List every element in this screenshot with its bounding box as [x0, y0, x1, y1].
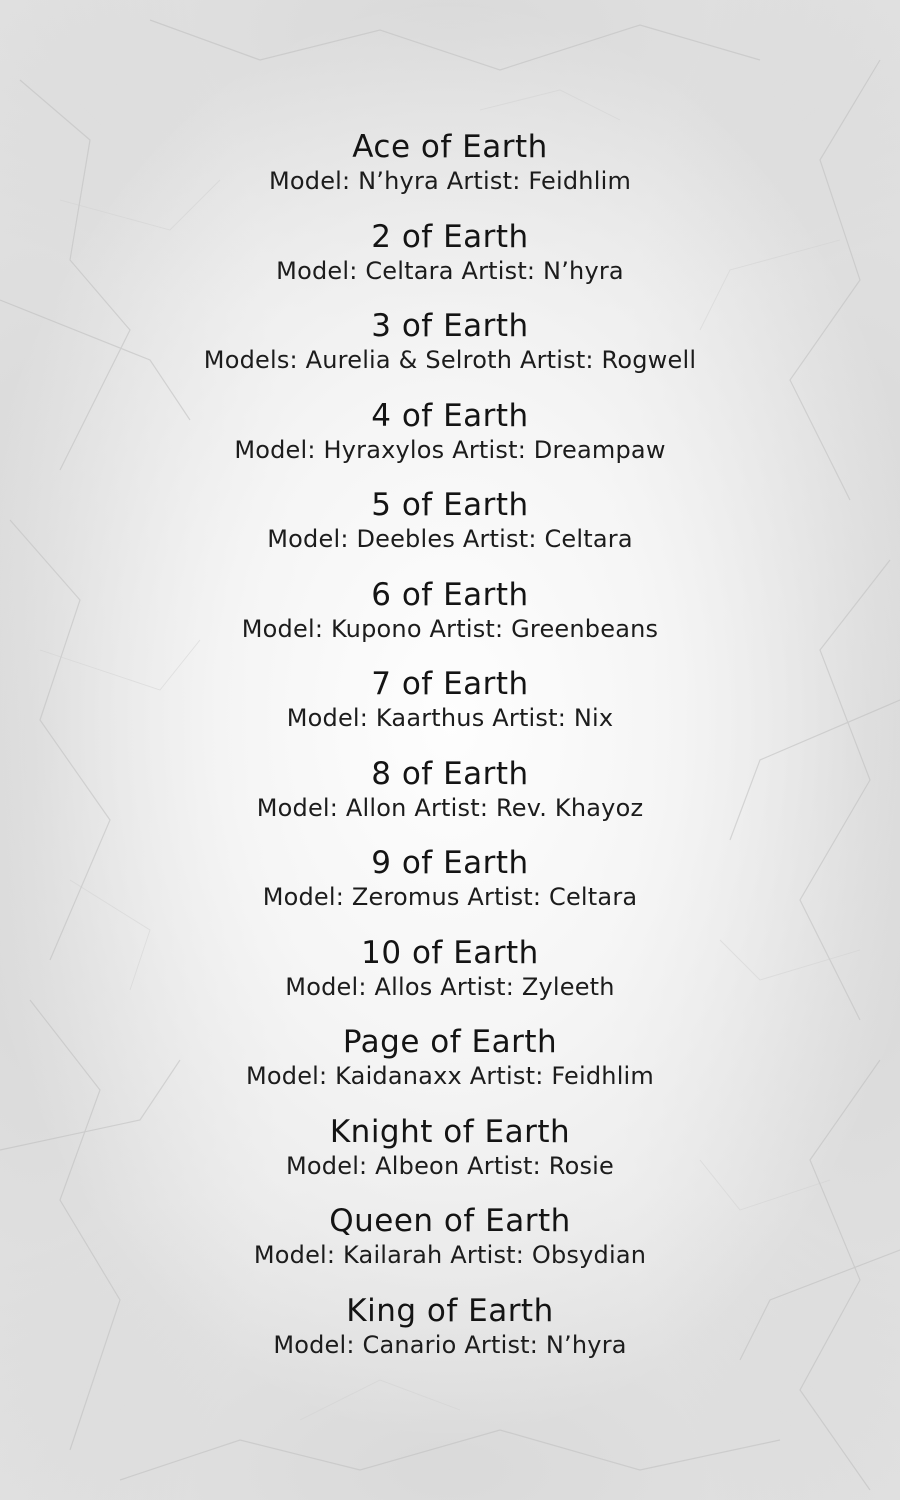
card-title: 2 of Earth — [371, 218, 529, 255]
card-credit: Models: Aurelia & Selroth Artist: Rogwell — [203, 346, 697, 374]
card-title: Knight of Earth — [329, 1113, 571, 1150]
credit-entry-knight — [0, 1113, 900, 1203]
card-title: 7 of Earth — [371, 666, 529, 702]
card-title: 4 of Earth — [371, 397, 529, 434]
card-title: Queen of Earth — [329, 1203, 571, 1239]
credit-entry-ace — [0, 128, 900, 218]
card-title: 8 of Earth — [371, 755, 529, 792]
card-credit: Model: Kupono Artist: Greenbeans — [241, 614, 659, 643]
card-credit: Model: Albeon Artist: Rosie — [286, 1151, 614, 1180]
card-credit: Model: Kaidanaxx Artist: Feidhlim — [245, 1062, 655, 1090]
credit-entry-4 — [0, 397, 900, 487]
card-title: 9 of Earth — [371, 845, 529, 881]
card-title: 10 of Earth — [361, 934, 539, 971]
card-credit: Model: N’hyra Artist: Feidhlim — [268, 167, 632, 195]
card-credit: Model: Allos Artist: Zyleeth — [285, 972, 615, 1001]
credit-entry-page — [0, 1023, 900, 1113]
credit-entry-10 — [0, 934, 900, 1024]
credit-entry-7 — [0, 665, 900, 755]
card-title: 5 of Earth — [371, 487, 529, 523]
credit-entry-8 — [0, 755, 900, 845]
card-title: Page of Earth — [342, 1024, 558, 1060]
card-title: King of Earth — [346, 1292, 554, 1329]
card-credit: Model: Celtara Artist: N’hyra — [276, 256, 624, 285]
card-credit: Model: Hyraxylos Artist: Dreampaw — [234, 435, 666, 464]
credit-entry-6 — [0, 576, 900, 666]
credit-entry-9 — [0, 844, 900, 934]
card-credit: Model: Deebles Artist: Celtara — [267, 525, 633, 553]
credit-entry-queen — [0, 1202, 900, 1292]
card-title: Ace of Earth — [352, 129, 548, 165]
card-credit: Model: Allon Artist: Rev. Khayoz — [256, 793, 644, 822]
card-title: 3 of Earth — [371, 308, 529, 344]
card-title: 6 of Earth — [371, 576, 529, 613]
credit-entry-3 — [0, 307, 900, 397]
card-credit: Model: Kaarthus Artist: Nix — [286, 704, 614, 732]
card-credit: Model: Canario Artist: N’hyra — [273, 1330, 627, 1359]
card-credit: Model: Kailarah Artist: Obsydian — [253, 1241, 647, 1269]
card-credit: Model: Zeromus Artist: Celtara — [262, 883, 638, 911]
credit-entry-king — [0, 1292, 900, 1382]
credit-entry-2 — [0, 218, 900, 308]
credit-entry-5 — [0, 486, 900, 576]
card-credits-list — [0, 128, 900, 1381]
